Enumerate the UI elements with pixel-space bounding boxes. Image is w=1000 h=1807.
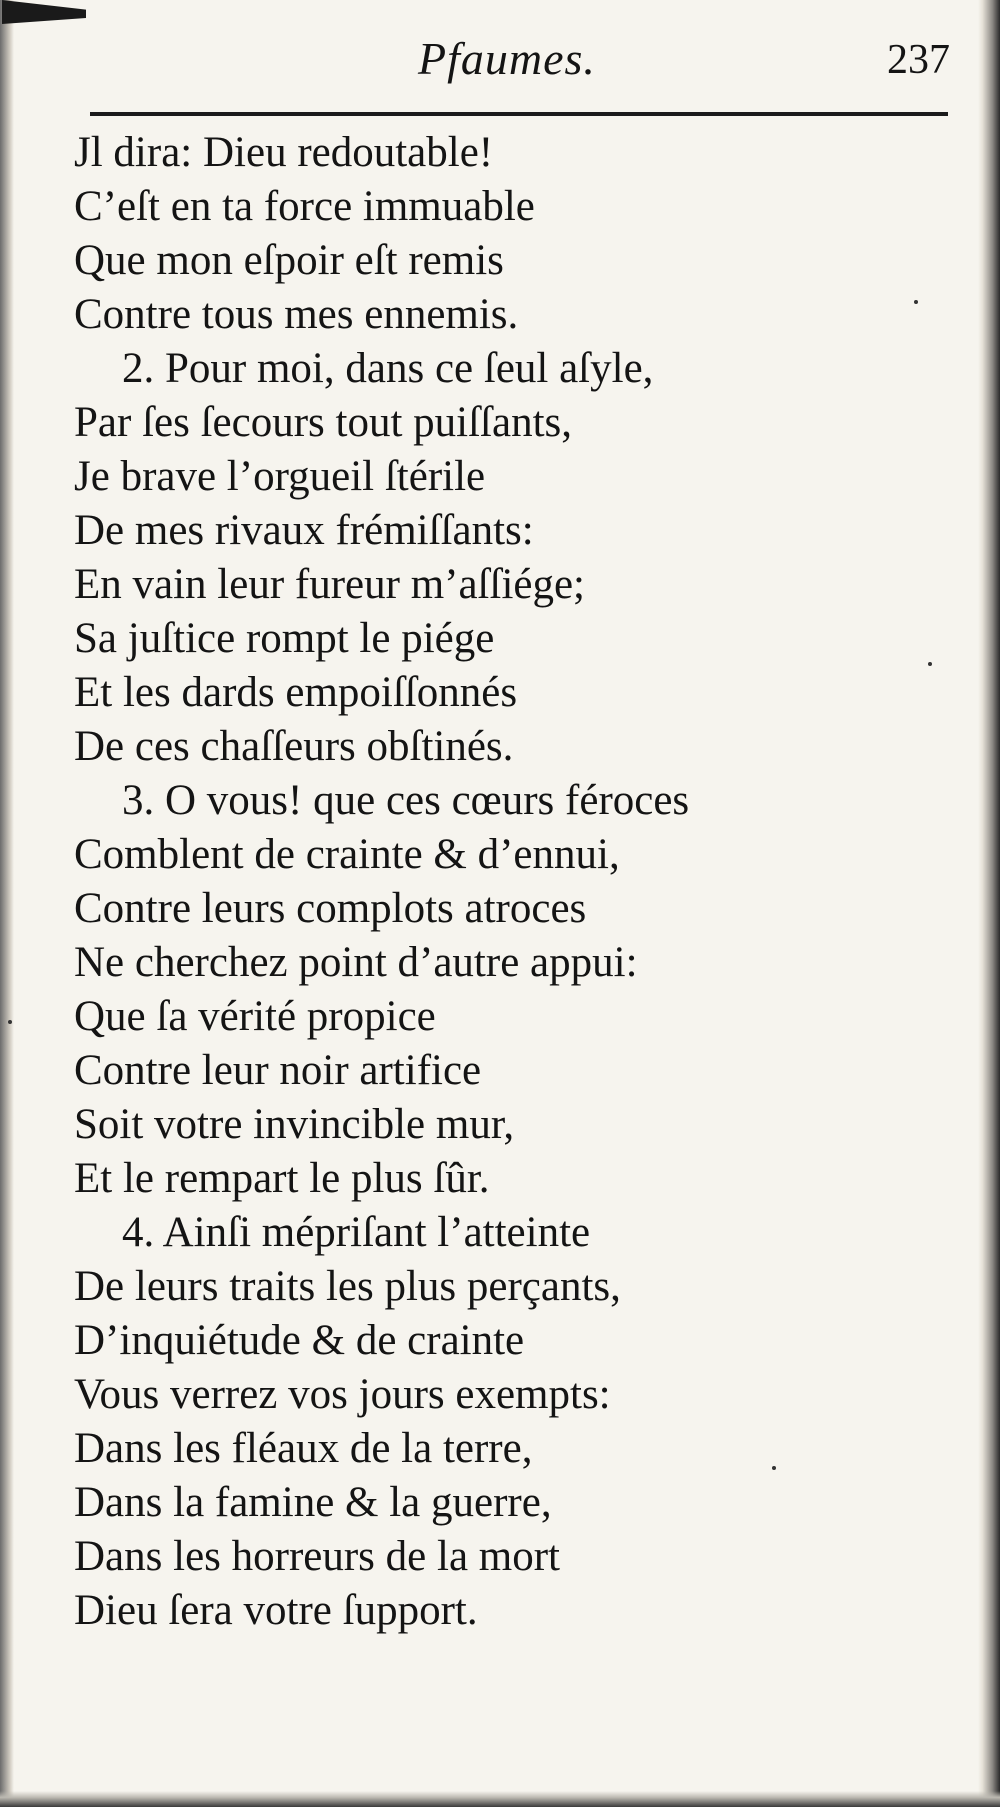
verse-line: Je brave l’orgueil ſtérile xyxy=(74,453,486,500)
stanza-start-line: 2. Pour moi, dans ce ſeul aſyle, xyxy=(122,345,654,392)
verse-line: Et le rempart le plus ſûr. xyxy=(74,1155,490,1202)
page-left-edge xyxy=(0,0,14,1807)
verse-line: Que ſa vérité propice xyxy=(74,993,436,1040)
verse-line: Dans la famine & la guerre, xyxy=(74,1479,552,1526)
verse-line: Dans les fléaux de la terre, xyxy=(74,1425,533,1472)
verse-line: Contre tous mes ennemis. xyxy=(74,291,519,338)
stanza-start-line: 3. O vous! que ces cœurs féroces xyxy=(122,777,690,824)
verse-line: En vain leur fureur m’aſſiége; xyxy=(74,561,586,608)
verse-line: Dans les horreurs de la mort xyxy=(74,1533,560,1580)
page-right-edge xyxy=(978,0,1000,1807)
verse-line: Contre leur noir artifice xyxy=(74,1047,482,1094)
verse-line: Sa juſtice rompt le piége xyxy=(74,615,495,662)
verse-line: D’inquiétude & de crainte xyxy=(74,1317,525,1364)
verse-line: Jl dira: Dieu redoutable! xyxy=(74,129,494,176)
psalm-text xyxy=(74,126,954,1638)
verse-line: Vous verrez vos jours exempts: xyxy=(74,1371,611,1418)
running-title: Pfaumes. xyxy=(418,33,596,84)
verse-line: De ces chaſſeurs obſtinés. xyxy=(74,723,514,770)
verse-line: De leurs traits les plus perçants, xyxy=(74,1263,621,1310)
verse-line: Ne cherchez point d’autre appui: xyxy=(74,939,638,986)
stanza-start-line: 4. Ainſi mépriſant l’atteinte xyxy=(122,1209,591,1256)
verse-line: Par ſes ſecours tout puiſſants, xyxy=(74,399,573,446)
verse-line: Soit votre invincible mur, xyxy=(74,1101,515,1148)
verse-line: C’eſt en ta force immuable xyxy=(74,183,535,230)
page-bottom-edge xyxy=(0,1791,1000,1807)
verse-line: Dieu ſera votre ſupport. xyxy=(74,1587,478,1634)
page-header xyxy=(88,28,950,98)
page-number: 237 xyxy=(887,37,950,83)
verse-line: De mes rivaux frémiſſants: xyxy=(74,507,534,554)
verse-line: Contre leurs complots atroces xyxy=(74,885,587,932)
ink-speck xyxy=(8,1020,12,1024)
verse-line: Comblent de crainte & d’ennui, xyxy=(74,831,620,878)
ink-speck xyxy=(928,662,932,666)
header-rule xyxy=(90,112,948,116)
ink-speck xyxy=(914,300,918,304)
verse-line: Que mon eſpoir eſt remis xyxy=(74,237,504,284)
ink-speck xyxy=(772,1466,776,1470)
verse-line: Et les dards empoiſſonnés xyxy=(74,669,518,716)
ink-blot-mark xyxy=(2,0,86,24)
